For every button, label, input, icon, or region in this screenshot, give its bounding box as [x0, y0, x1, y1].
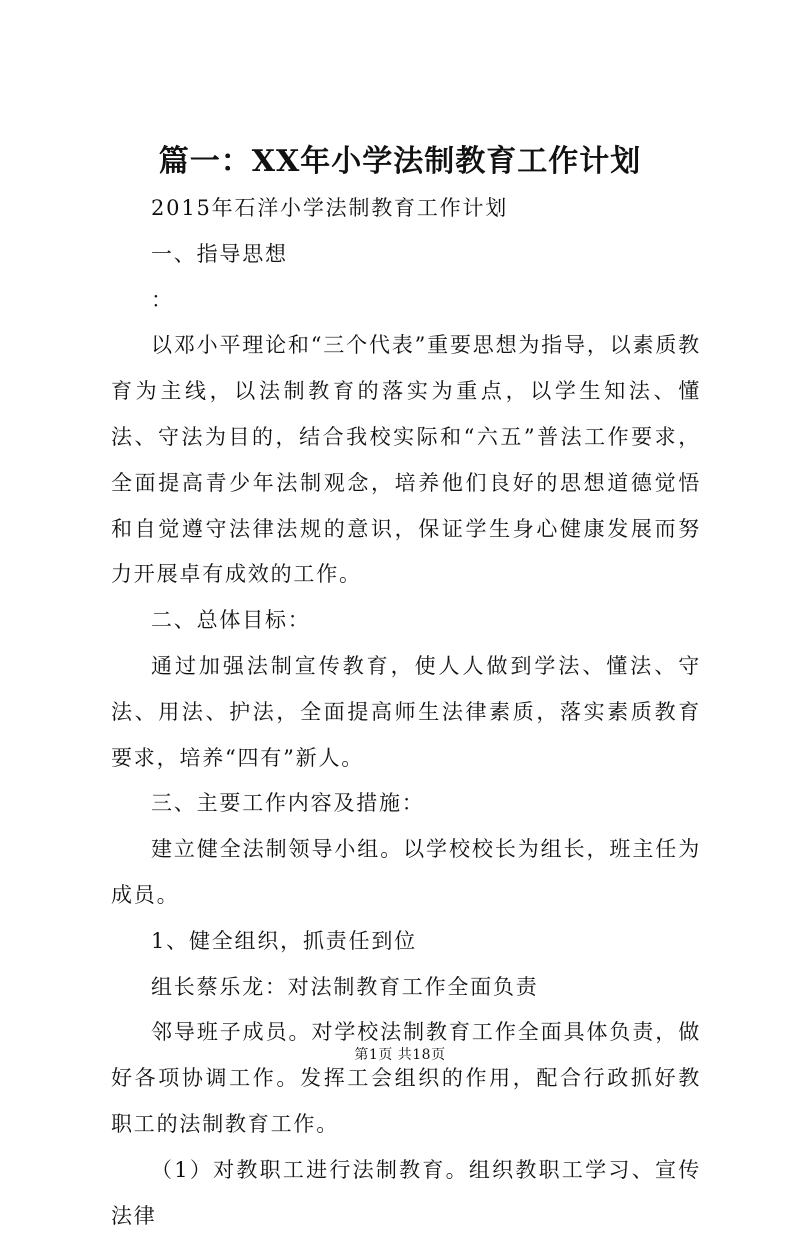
section-heading-overall-goal: 二、总体目标： [151, 608, 311, 633]
page-footer: 第1页 共18页 [354, 1047, 446, 1063]
paragraph-leadership-group: 建立健全法制领导小组。以学校校长为组长，班主任为成员。 [111, 837, 701, 907]
section-heading-guiding-thought: 一、指导思想 [151, 241, 288, 266]
paragraph-guiding-thought: 以邓小平理论和“三个代表”重要思想为指导，以素质教育为主线，以法制教育的落实为重点，以学生知法、懂法、守法为目的，结合我校实际和“六五”普法工作要求，全面提高青少年法制观念，培养他们良好的思想道德觉悟和自觉遵守法律法规的意识，保证学生身心健康发展而努力开展卓有成效的工作。 [111, 333, 701, 587]
section-heading-main-work: 三、主要工作内容及措施： [151, 791, 425, 816]
paragraph-leadership-members: 邻导班子成员。对学校法制教育工作全面具体负责，做好各项协调工作。发挥工会组织的作用，配合行政抓好教职工的法制教育工作。 [111, 1020, 701, 1136]
paragraph-staff-education: （1）对教职工进行法制教育。组织教职工学习、宣传法律 [111, 1157, 701, 1228]
document-body [111, 186, 701, 1239]
document-title: 篇一：XX年小学法制教育工作计划 [158, 144, 642, 179]
paragraph-overall-goal: 通过加强法制宣传教育，使人人做到学法、懂法、守法、用法、护法，全面提高师生法律素质，落实素质教育要求，培养“四有”新人。 [111, 653, 701, 770]
paragraph-plan-name: 2015年石洋小学法制教育工作计划 [151, 196, 509, 220]
subheading-organization: 1、健全组织，抓责任到位 [151, 928, 417, 953]
paragraph-group-leader: 组长蔡乐龙：对法制教育工作全面负责 [151, 974, 539, 999]
paragraph-colon: ： [151, 287, 174, 312]
